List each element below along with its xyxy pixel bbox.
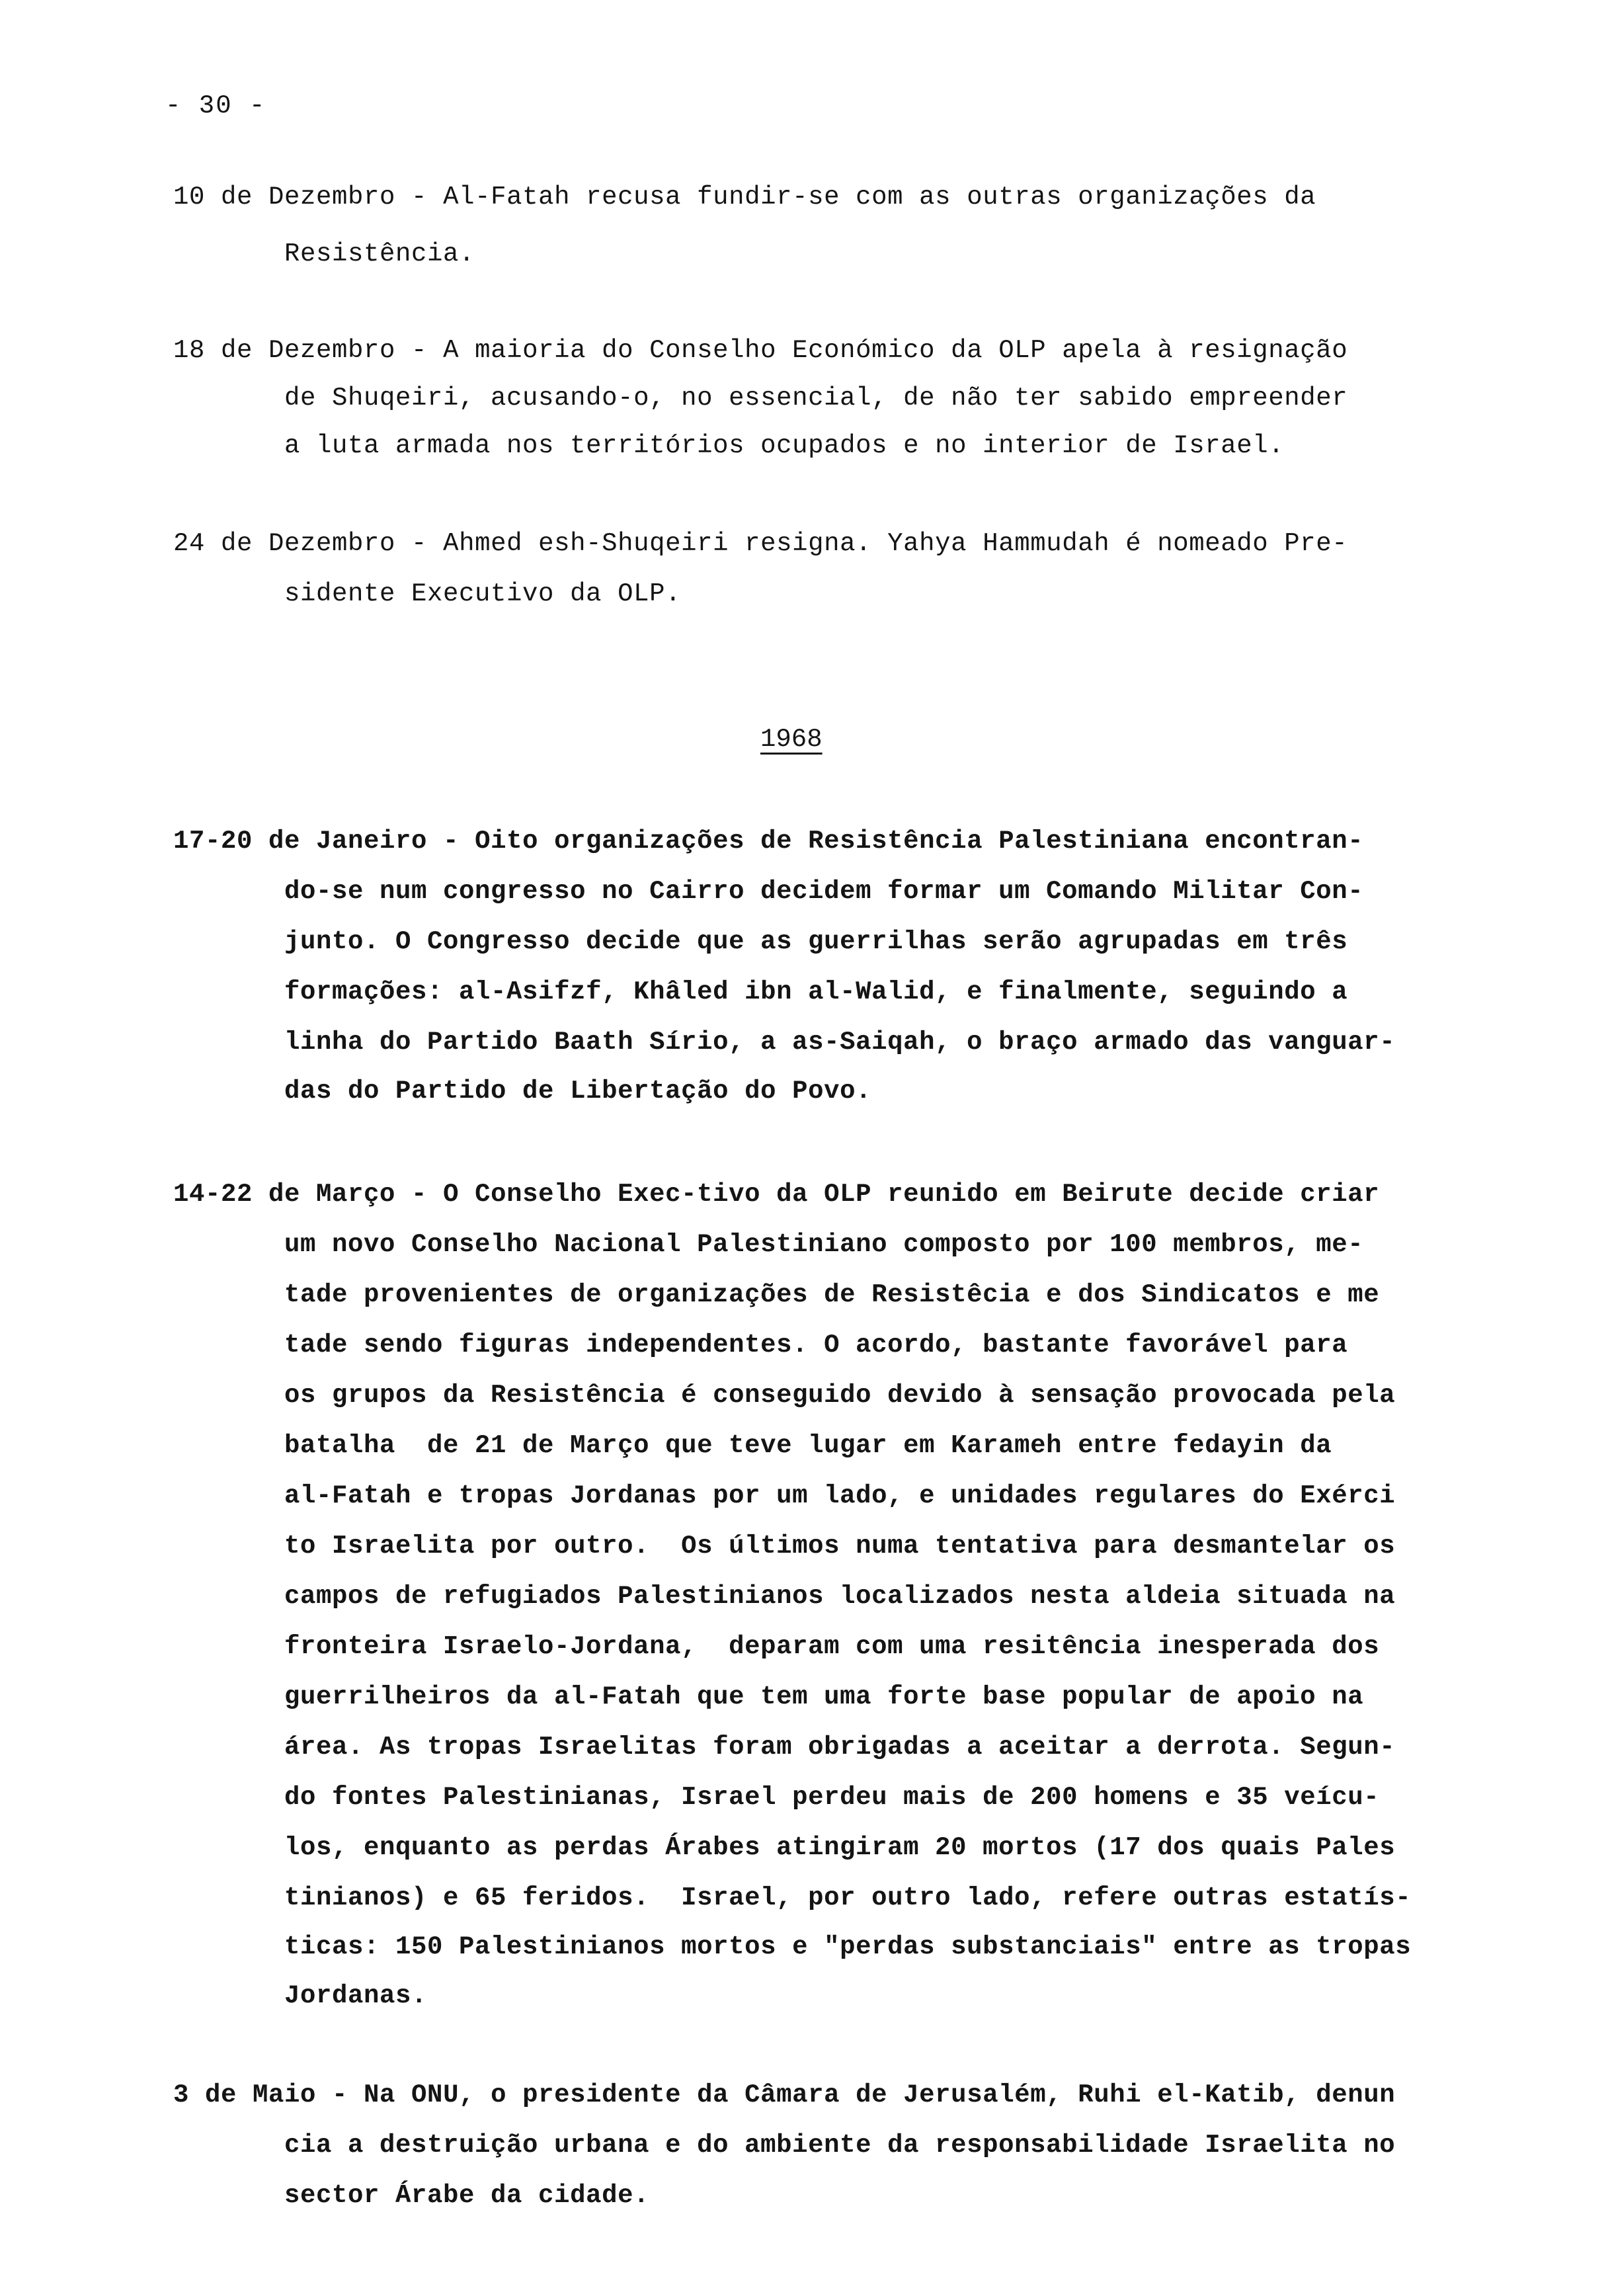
entry-line: campos de refugiados Palestinianos localizados nesta aldeia situada na bbox=[284, 1582, 1396, 1611]
year-heading: 1968 bbox=[760, 725, 823, 754]
entry-line: tade provenientes de organizações de Resistêcia e dos Sindicatos e me bbox=[284, 1280, 1380, 1309]
entry-line: sidente Executivo da OLP. bbox=[284, 579, 682, 608]
entry-line: to Israelita por outro. Os últimos numa tentativa para desmantelar os bbox=[284, 1532, 1396, 1561]
entry-line: de Shuqeiri, acusando-o, no essencial, de não ter sabido empreender bbox=[284, 384, 1348, 413]
entry-line: das do Partido de Libertação do Povo. bbox=[284, 1077, 872, 1106]
entry-line: do-se num congresso no Cairro decidem formar um Comando Militar Con- bbox=[284, 877, 1364, 906]
entry-line: linha do Partido Baath Sírio, a as-Saiqah, o braço armado das vanguar- bbox=[284, 1028, 1396, 1057]
entry-line: 18 de Dezembro - A maioria do Conselho Económico da OLP apela à resignação bbox=[173, 336, 1348, 365]
entry-line: fronteira Israelo-Jordana, deparam com uma resitência inesperada dos bbox=[284, 1632, 1380, 1661]
entry-line: um novo Conselho Nacional Palestiniano composto por 100 membros, me- bbox=[284, 1230, 1364, 1259]
entry-line: 14-22 de Março - O Conselho Exec-tivo da OLP reunido em Beirute decide criar bbox=[173, 1180, 1380, 1209]
entry-line: sector Árabe da cidade. bbox=[284, 2181, 650, 2210]
entry-line: Jordanas. bbox=[284, 1981, 428, 2010]
entry-line: os grupos da Resistência é conseguido devido à sensação provocada pela bbox=[284, 1381, 1396, 1410]
entry-line: tinianos) e 65 feridos. Israel, por outro lado, refere outras estatís- bbox=[284, 1883, 1412, 1912]
entry-line: batalha de 21 de Março que teve lugar em Karameh entre fedayin da bbox=[284, 1431, 1332, 1460]
entry-line: ticas: 150 Palestinianos mortos e "perdas substanciais" entre as tropas bbox=[284, 1932, 1412, 1961]
entry-line: cia a destruição urbana e do ambiente da responsabilidade Israelita no bbox=[284, 2131, 1396, 2160]
entry-line: 24 de Dezembro - Ahmed esh-Shuqeiri resigna. Yahya Hammudah é nomeado Pre- bbox=[173, 529, 1348, 558]
entry-line: a luta armada nos territórios ocupados e no interior de Israel. bbox=[284, 431, 1285, 460]
entry-line: área. As tropas Israelitas foram obrigadas a aceitar a derrota. Segun- bbox=[284, 1733, 1396, 1762]
entry-line: formações: al-Asifzf, Khâled ibn al-Walid, e finalmente, seguindo a bbox=[284, 977, 1348, 1006]
entry-line: 10 de Dezembro - Al-Fatah recusa fundir-se com as outras organizações da bbox=[173, 183, 1316, 212]
entry-line: los, enquanto as perdas Árabes atingiram 20 mortos (17 dos quais Pales bbox=[284, 1833, 1396, 1862]
entry-line: do fontes Palestinianas, Israel perdeu mais de 200 homens e 35 veícu- bbox=[284, 1783, 1380, 1812]
entry-line: guerrilheiros da al-Fatah que tem uma forte base popular de apoio na bbox=[284, 1682, 1364, 1711]
entry-line: 17-20 de Janeiro - Oito organizações de Resistência Palestiniana encontran- bbox=[173, 827, 1364, 856]
entry-line: tade sendo figuras independentes. O acordo, bastante favorável para bbox=[284, 1331, 1348, 1360]
page-number: - 30 - bbox=[165, 91, 266, 120]
entry-line: Resistência. bbox=[284, 239, 475, 268]
entry-line: 3 de Maio - Na ONU, o presidente da Câmara de Jerusalém, Ruhi el-Katib, denun bbox=[173, 2080, 1396, 2110]
entry-line: al-Fatah e tropas Jordanas por um lado, e unidades regulares do Exérci bbox=[284, 1481, 1396, 1510]
entry-line: junto. O Congresso decide que as guerrilhas serão agrupadas em três bbox=[284, 927, 1348, 956]
